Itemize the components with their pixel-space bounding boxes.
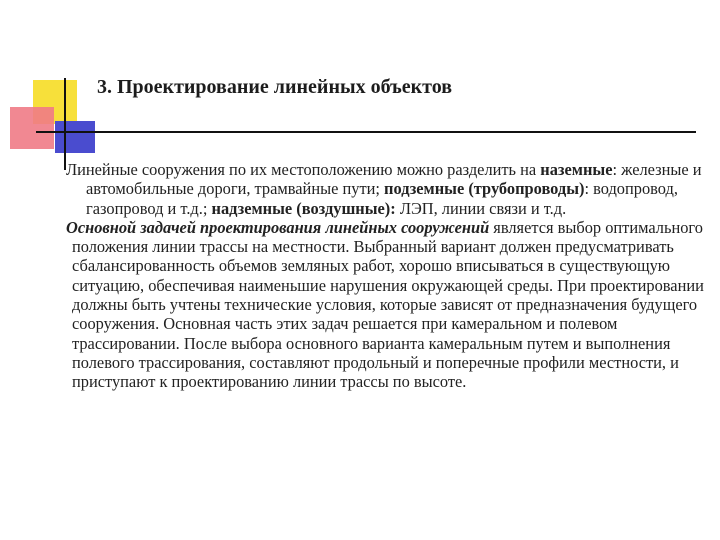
slide-title: 3. Проектирование линейных объектов <box>97 76 453 98</box>
text-segment: : водопровод, газопровод и т.д.; <box>86 179 678 218</box>
text-segment: ЛЭП, линии связи и т.д. <box>395 198 567 218</box>
term-underground: подземные (трубопроводы) <box>384 179 585 199</box>
term-overhead: надземные (воздушные): <box>211 198 396 218</box>
main-task-body: является выбор оптимального положения линии трассы на местности. Выбранный вариант должен предусматривать сбалансированность объемов земляных работ, хорошо вписываться в существующую ситуацию, обеспечивая наименьшие нарушения окружающей среды. При проектировании должны быть учтены технические условия, которые зависят от предназначения будущего сооружения. Основная часть этих задач решается при камеральном и полевом трассировании. После выбора основного варианта камеральным путем и выполнения полевого трассирования, составляют продольный и поперечные профили местности, и приступают к проектированию линии трассы по высоте. <box>72 217 704 392</box>
paragraph-linear-structures <box>66 160 706 218</box>
term-surface: наземные <box>540 160 613 179</box>
decor-vertical-line <box>64 78 66 170</box>
decor-red-square <box>10 107 54 149</box>
slide-body <box>66 160 706 392</box>
decor-horizontal-line <box>36 131 696 133</box>
paragraph-main-task <box>66 218 706 392</box>
decor-blue-square <box>55 121 95 153</box>
text-segment: : железные и автомобильные дороги, трамвайные пути; <box>86 160 702 199</box>
main-task-lead: Основной задачей проектирования линейных сооружений <box>66 217 490 237</box>
text-segment: Линейные сооружения по их местоположению можно разделить на <box>66 160 541 179</box>
